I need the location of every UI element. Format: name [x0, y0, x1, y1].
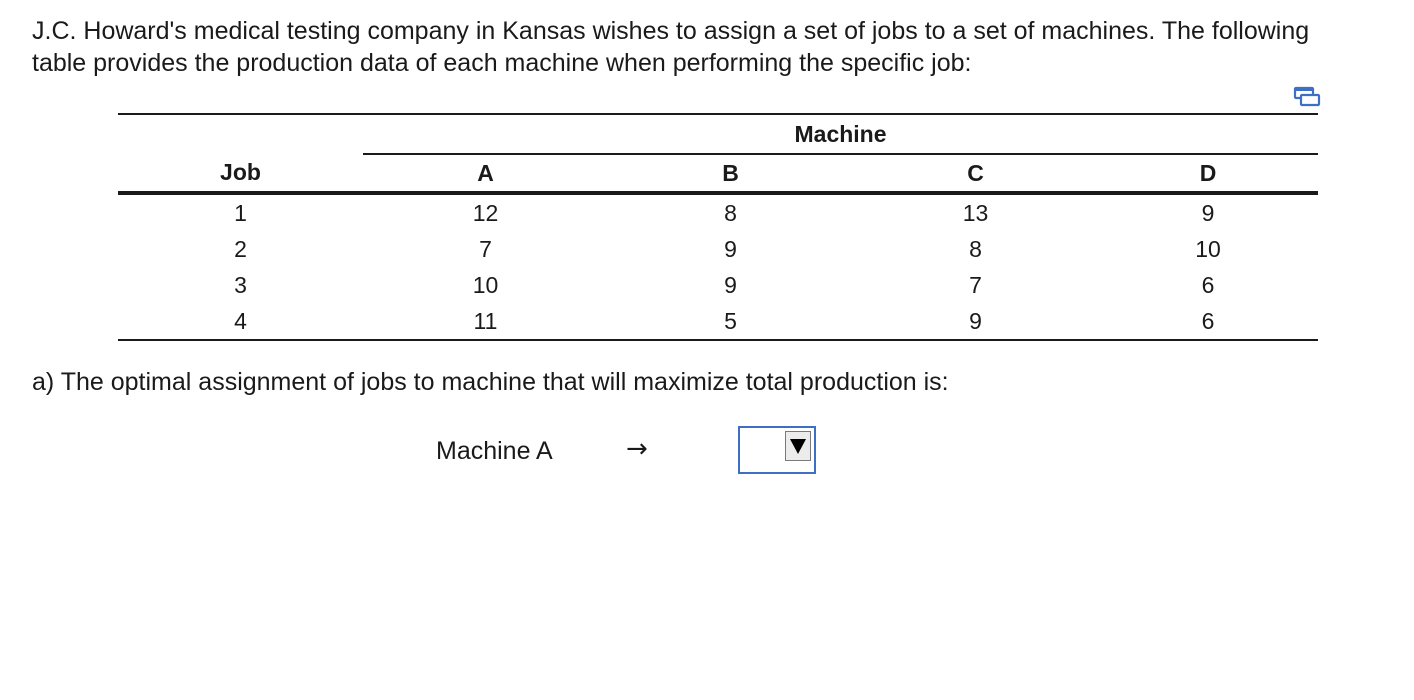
machine-a-label: Machine A — [436, 437, 553, 465]
value-cell: 9 — [1201, 199, 1215, 226]
value-cell: 9 — [853, 303, 1098, 340]
job-cell: 1 — [234, 199, 247, 226]
right-arrow-icon: → — [626, 434, 648, 464]
table-row — [118, 303, 1318, 340]
table-row — [118, 231, 1318, 267]
table-group-header-row — [118, 114, 1318, 154]
job-cell: 4 — [118, 303, 363, 340]
machine-a-column-header: A — [363, 154, 608, 193]
machine-b-column-header: B — [608, 154, 853, 193]
value-cell: 6 — [1098, 303, 1318, 340]
job-cell: 2 — [234, 235, 247, 262]
job-cell: 3 — [234, 271, 247, 298]
table-row — [118, 267, 1318, 303]
problem-statement-line-1: J.C. Howard's medical testing company in Kansas wishes to assign a set of jobs to a set of machines. The following — [32, 17, 1310, 45]
dropdown-caret-icon[interactable] — [785, 431, 811, 461]
production-table-container — [118, 113, 1318, 341]
value-cell: 13 — [962, 199, 989, 226]
machine-c-column-header: C — [853, 154, 1098, 193]
value-cell: 9 — [724, 235, 737, 262]
value-cell: 8 — [969, 235, 982, 262]
production-table — [118, 113, 1318, 341]
copy-table-icon[interactable] — [1293, 86, 1321, 110]
value-cell: 10 — [472, 271, 499, 298]
value-cell: 8 — [724, 199, 737, 226]
problem-statement — [32, 15, 1382, 79]
value-cell: 10 — [1195, 235, 1221, 262]
problem-statement-line-2: table provides the production data of each machine when performing the specific job: — [32, 49, 972, 77]
machine-group-header: Machine — [363, 114, 1318, 154]
value-cell: 7 — [969, 271, 982, 298]
value-cell: 12 — [472, 199, 499, 226]
value-cell: 7 — [479, 235, 492, 262]
table-group-spacer — [118, 114, 363, 154]
machine-d-column-header: D — [1098, 154, 1318, 193]
table-row — [118, 193, 1318, 231]
table-header-row — [118, 154, 1318, 193]
job-column-header: Job — [118, 154, 363, 193]
value-cell: 5 — [608, 303, 853, 340]
value-cell: 9 — [724, 271, 737, 298]
question-text: a) The optimal assignment of jobs to machine that will maximize total production is: — [32, 368, 949, 396]
answer-row — [436, 426, 836, 478]
value-cell: 11 — [363, 303, 608, 340]
value-cell: 6 — [1201, 271, 1215, 298]
machine-a-job-dropdown[interactable] — [738, 426, 816, 474]
